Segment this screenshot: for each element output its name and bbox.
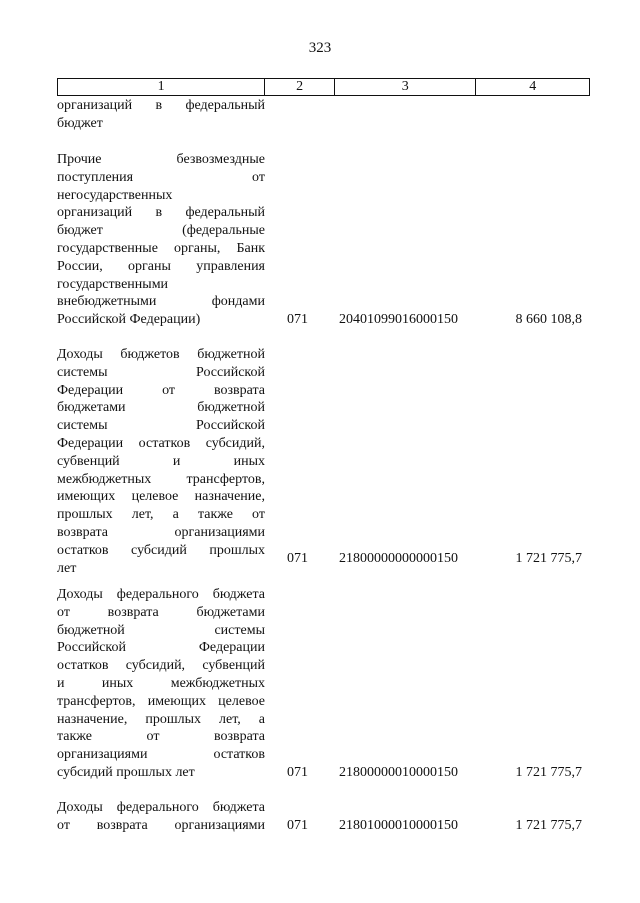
name-line: государственными [57,276,169,292]
header-col-2: 2 [265,79,335,95]
name-line: субсидий прошлых лет [57,764,195,780]
name-line: бюджетами бюджетной [57,400,265,416]
budget-code: 21801000010000150 [339,818,458,833]
name-line: лет [57,560,77,576]
name-line: бюджет (федеральные [57,223,265,239]
name-line: Доходы бюджетов бюджетной [57,347,265,362]
name-line: остатков субсидий прошлых [57,542,265,558]
name-line: Федерации от возврата [57,382,265,398]
name-line: межбюджетных трансфертов, [57,471,265,487]
table-header [57,78,590,96]
name-line: имеющих целевое назначение, [57,489,265,505]
name-line: также от возврата [57,729,265,745]
amount: 1 721 775,7 [515,765,582,780]
admin-code: 071 [287,312,308,327]
name-line: организаций в федеральный [57,205,265,221]
name-line: России, органы управления [57,258,265,274]
name-line: системы Российской [57,364,265,380]
table-row-name [57,346,265,577]
name-line: от возврата бюджетами [57,604,265,620]
budget-code: 21800000010000150 [339,765,458,780]
name-line: остатков субсидий, субвенций [57,658,265,674]
name-line: организаций в федеральный [57,98,265,113]
table-row-name [57,799,265,835]
admin-code: 071 [287,551,308,566]
header-col-3: 3 [335,79,476,95]
name-line: внебюджетными фондами [57,294,265,310]
name-line: бюджет [57,115,103,131]
amount: 8 660 108,8 [515,312,582,327]
name-line: возврата организациями [57,524,265,540]
name-line: и иных межбюджетных [57,675,265,691]
amount: 1 721 775,7 [515,818,582,833]
name-line: Российской Федерации) [57,312,201,328]
header-col-4: 4 [529,79,537,94]
name-line: Российской Федерации [57,640,265,656]
name-line: от возврата организациями [57,817,265,833]
name-line: Прочие безвозмездные [57,152,265,167]
name-line: трансфертов, имеющих целевое [57,693,265,709]
name-line: субвенций и иных [57,453,265,469]
name-line: государственные органы, Банк [57,240,265,256]
name-line: Федерации остатков субсидий, [57,435,265,451]
table-row-name [57,151,265,329]
name-line: Доходы федерального бюджета [57,800,265,815]
name-line: системы Российской [57,418,265,434]
budget-code: 21800000000000150 [339,551,458,566]
name-line: Доходы федерального бюджета [57,587,265,602]
admin-code: 071 [287,818,308,833]
name-line: негосударственных [57,187,173,203]
table-row-name [57,97,265,133]
header-col-1: 1 [58,79,265,95]
amount: 1 721 775,7 [515,551,582,566]
name-line: поступления от [57,169,265,185]
page-number: 323 [308,40,332,56]
table-row-name [57,586,265,782]
name-line: бюджетной системы [57,622,265,638]
name-line: прошлых лет, а также от [57,507,265,523]
admin-code: 071 [287,765,308,780]
budget-code: 20401099016000150 [339,312,458,327]
name-line: назначение, прошлых лет, а [57,711,265,727]
name-line: организациями остатков [57,747,265,763]
